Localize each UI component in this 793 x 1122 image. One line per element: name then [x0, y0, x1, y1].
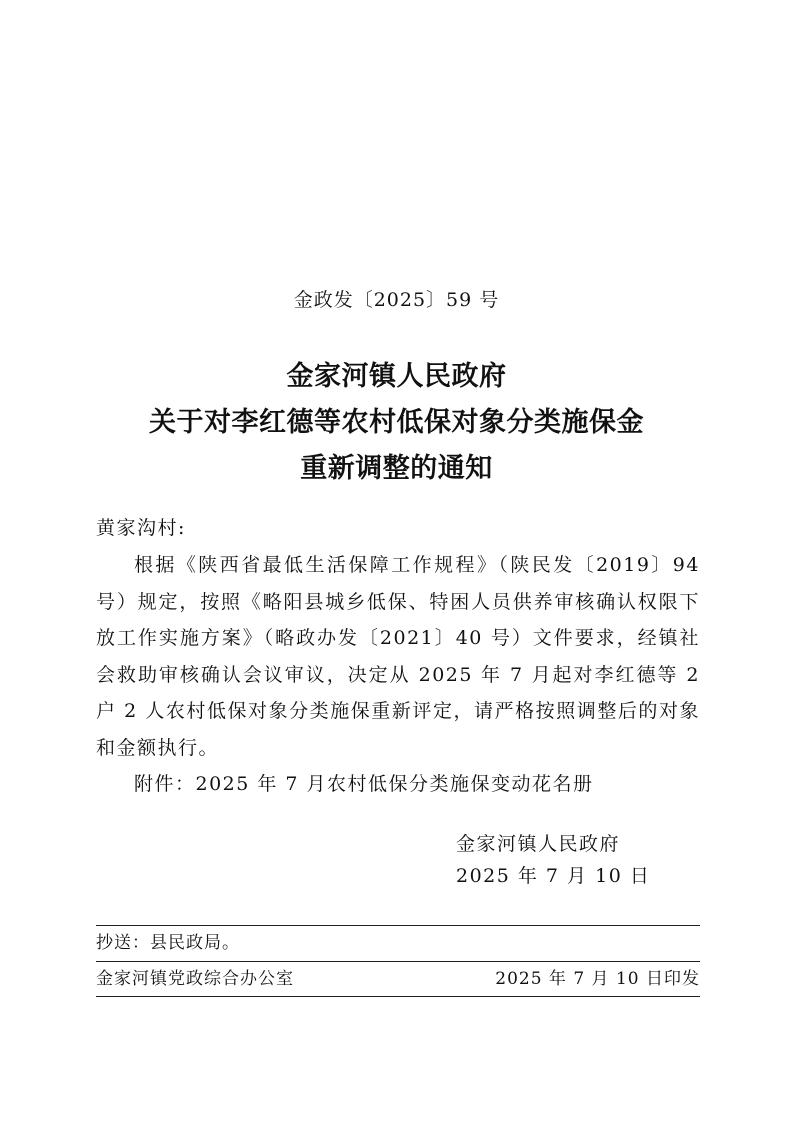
signature-org: 金家河镇人民政府	[456, 833, 621, 855]
signature-date: 2025 年 7 月 10 日	[456, 865, 651, 887]
footer-rule-middle	[96, 961, 700, 962]
document-number: 金政发〔2025〕59 号	[293, 289, 500, 311]
issuer-office: 金家河镇党政综合办公室	[96, 969, 294, 989]
cc-line: 抄送：县民政局。	[96, 933, 240, 953]
title-line-2: 关于对李红德等农村低保对象分类施保金	[149, 407, 644, 438]
document-title	[0, 354, 793, 492]
issuer-row	[96, 964, 700, 994]
recipient: 黄家沟村:	[96, 517, 186, 539]
attachment-line: 附件：2025 年 7 月农村低保分类施保变动花名册	[134, 773, 594, 795]
title-line-1: 金家河镇人民政府	[286, 361, 507, 392]
title-line-3: 重新调整的通知	[300, 453, 493, 484]
signature-block	[456, 828, 650, 892]
footer-rule-top	[96, 925, 700, 926]
body-paragraph: 根据《陕西省最低生活保障工作规程》（陕民发〔2019〕94 号）规定，按照《略阳县城乡低保、特困人员供养审核确认权限下放工作实施方案》（略政办发〔2021〕40 号）文件要求，经镇社会救助审核确认会议审议，决定从 2025 年 7 月起对李红德等 2 户 2 人农村低保对象分类施保重新评定，请严格按照调整后的对象和金额执行。	[96, 554, 700, 759]
print-date: 2025 年 7 月 10 日印发	[495, 969, 700, 989]
footer-rule-bottom	[96, 996, 700, 997]
